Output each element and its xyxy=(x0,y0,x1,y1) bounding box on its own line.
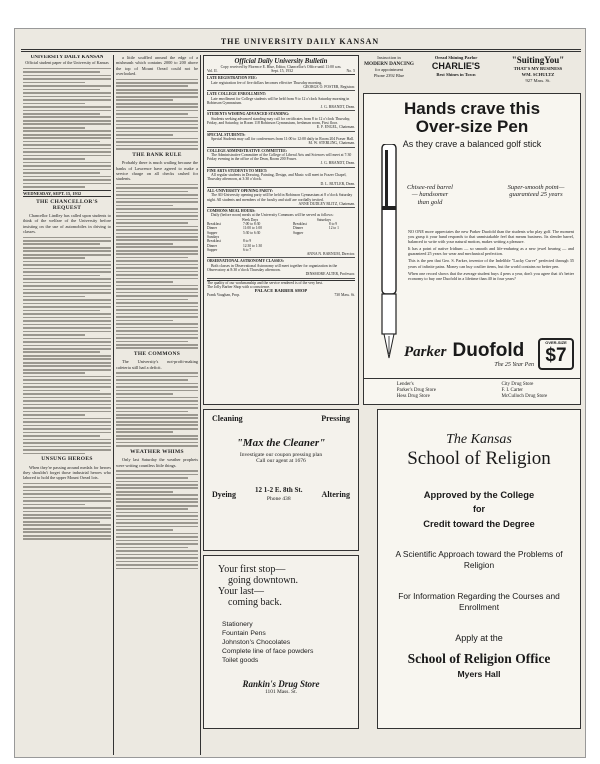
school-line-6: A Scientific Approach toward the Problems of Religion xyxy=(395,549,563,570)
notice-text: Late registration fee of five dollars becomes effective Thursday morning. xyxy=(211,80,323,85)
parker-price-badge xyxy=(538,338,574,370)
weather-heading: WEATHER WHIMS xyxy=(130,448,184,455)
bulletin-notice xyxy=(207,111,355,131)
unsung-heroes-body xyxy=(23,483,111,540)
rankin-line-3: Your last— xyxy=(218,586,264,597)
max-line-1: Investigate our coupon pressing plan xyxy=(239,452,323,458)
bulletin-date: Sept. 15, 1932 xyxy=(271,69,294,74)
parker-body-1: NO ONE more appreciates the new Parker Duofold than the students who play golf. The moment you grasp it your hand responds to that unmistakable feel that means business. Its slender barrel, balanced to write with your natural motion, makes writing a pleasure. xyxy=(408,229,574,245)
editorial-body xyxy=(23,237,111,455)
notice-heading: ALL-UNIVERSITY OPENING PARTY: xyxy=(207,188,273,193)
max-address: 12 1-2 E. 8th St. xyxy=(255,486,303,494)
notice-signature: D. L. BUTLER, Dean. xyxy=(320,181,355,186)
notice-text: The Administrative Committee of the College of Liberal Arts and Sciences will meet at 7:30 Friday evening in the office of the Dean, Room 200 Fraser. xyxy=(207,152,352,162)
rankin-product: Fountain Pens xyxy=(222,630,266,637)
parker-headline-3: As they crave a balanced golf stick xyxy=(402,139,542,149)
barber-proprietor: Frank Vaughan, Prop. xyxy=(207,293,241,298)
charlies-line-2: Best Shines in Town xyxy=(436,72,476,77)
meal-cell: 7:00 to 8:30 xyxy=(242,222,261,227)
barber-text: The quality of our workmanship and the service rendered is of the very best. xyxy=(207,280,323,285)
notice-signature: E. F. ENGEL, Chairman. xyxy=(316,125,355,130)
bulletin-notice xyxy=(207,148,355,168)
dealer-name: City Drug Store xyxy=(501,382,534,387)
dealer-name: Hess Drug Store xyxy=(396,394,430,400)
notice-text: Both classes in Observational Astronomy will meet together for organization in the Observatory at 8:30 o'clock Thursday afternoon. xyxy=(207,263,338,272)
rankin-product: Complete line of face powders xyxy=(222,648,314,655)
max-phone: Phone 438 xyxy=(266,496,291,502)
bulletin-notice xyxy=(207,188,355,208)
rankin-line-1: Your first stop— xyxy=(218,564,286,575)
meal-cell: Dinner xyxy=(207,226,217,231)
meal-cell: 6 to 7 xyxy=(242,247,252,252)
dealer-name: McCulloch Drug Store xyxy=(501,394,548,400)
meal-hours-table xyxy=(207,218,355,252)
barber-text-2: The Jolly Barber Shop with a conscience. xyxy=(207,284,271,289)
max-pressing: Pressing xyxy=(321,414,350,423)
school-line-10: Myers Hall xyxy=(457,669,501,679)
charlies-name: CHARLIE'S xyxy=(431,61,481,71)
notice-text: Daily (before noon) meals at the University Commons will be served as follows: xyxy=(211,213,334,218)
col2-lead: a little scuffled around the edge of a mishmash which contains 2000 to 200 above the top of Mount Oread could not be overlooked. xyxy=(116,55,198,77)
notice-heading: FINE ARTS STUDENTS TO MEET: xyxy=(207,168,268,173)
meal-cell: Supper xyxy=(207,247,218,252)
column-editorial xyxy=(23,55,111,755)
notice-heading: COMMONS MEAL HOURS: xyxy=(207,209,256,214)
paper-subtitle: Official student paper of the University of Kansas xyxy=(25,60,109,66)
notice-text: Students seeking advanced standing may call for certificates from 8 to 12 o'clock Thursday, Friday, and Saturday, in Room 118 Robinson Gymnasium, freshman room, First floor. xyxy=(207,116,351,126)
meal-column-header: Week Days xyxy=(241,217,259,222)
bulletin-notice xyxy=(207,91,355,111)
commons-body xyxy=(116,372,198,447)
parker-badge-label: OVER-SIZE xyxy=(545,340,567,345)
parker-note-barrel: Chisee-red barrel— handsomer than gold xyxy=(407,184,453,206)
notice-heading: SPECIAL STUDENTS: xyxy=(207,132,246,137)
rankin-name: Rankin's Drug Store xyxy=(242,679,320,689)
meal-cell: 5:30 to 6:30 xyxy=(242,230,261,235)
barber-ad xyxy=(207,280,355,298)
column-rule-2 xyxy=(200,55,201,755)
masthead: THE UNIVERSITY DAILY KANSAN xyxy=(220,37,380,46)
dealer-name: Lender's xyxy=(396,382,414,387)
schultz-slogan: "SuitingYou" xyxy=(511,55,565,65)
parker-note-point: Super-smooth point— guaranteed 25 years xyxy=(507,184,565,199)
notice-heading: OBSERVATIONAL ASTRONOMY CLASSES: xyxy=(207,259,285,264)
column-editorial-2 xyxy=(116,55,198,755)
meal-cell: 8 to 9 xyxy=(328,222,338,227)
meal-cell: Dinner xyxy=(292,226,303,231)
school-of-religion-ad xyxy=(377,409,581,729)
dancing-line-4: Phone 2392 Blue xyxy=(373,73,405,78)
parker-logo xyxy=(404,340,534,368)
bulletin-notice xyxy=(207,168,355,188)
fountain-pen-icon xyxy=(378,144,400,360)
rankin-product: Stationery xyxy=(222,621,253,628)
school-line-9: School of Religion Office xyxy=(407,651,551,666)
bulletin-title: Official Daily University Bulletin xyxy=(234,58,328,65)
barber-name: PALACE BARBER SHOP xyxy=(254,288,308,294)
official-bulletin xyxy=(203,55,359,405)
dealer-name: Parker's Drug Store xyxy=(396,388,436,394)
notice-signature: ANNA N. BARNUM, Director. xyxy=(306,252,355,257)
rankin-line-4: coming back. xyxy=(228,597,282,608)
school-line-5: Credit toward the Degree xyxy=(423,518,535,529)
bank-rule-heading: THE BANK RULE xyxy=(132,151,182,158)
parker-brand-2: Duofold xyxy=(452,340,525,361)
notice-signature: DINSMORE ALTER, Professor. xyxy=(305,272,355,277)
notice-text: All regular students in Drawing, Painting, Design, and Music will meet in Frazer Chapel, Thursday afternoon, at 3:30 o'clock. xyxy=(207,173,347,182)
school-line-8: Apply at the xyxy=(455,633,503,643)
charlies-line-1: Oread Shining Parlor xyxy=(434,55,478,60)
weather-body xyxy=(116,470,198,569)
max-top-line xyxy=(204,410,358,427)
schultz-line-1: THAT'S MY BUSINESS xyxy=(513,66,563,71)
dancing-line-3: for appointment xyxy=(374,67,404,72)
max-bottom-line xyxy=(204,464,358,502)
column-rule-1 xyxy=(113,55,114,755)
notice-text: The All-University opening party will be held in Robinson Gymnasium at 8 o'clock Saturday night. All students and members of the faculty and staff are cordially invited. xyxy=(207,193,353,202)
editorial-lead: Chancellor Lindley has called upon students to think of the welfare of the University before insisting on the use of automobiles in driving to classes. xyxy=(23,212,111,235)
notice-heading: LATE REGISTRATION FEE: xyxy=(207,76,257,81)
bank-rule-body xyxy=(116,184,198,349)
notice-heading: COLLEGE ADMINISTRATIVE COMMITTEE: xyxy=(207,148,288,153)
weather-lead: Only last Saturday the weather prophets were writing countless little things. xyxy=(116,457,198,468)
rankin-drug-ad xyxy=(203,555,359,729)
notice-heading: STUDENTS WISHING ADVANCED STANDING: xyxy=(207,112,290,117)
col2-body-1 xyxy=(116,79,198,150)
editorial-heading: THE CHANCELLOR'S REQUEST xyxy=(36,199,98,211)
meal-cell: 12:30 to 1:30 xyxy=(242,243,263,248)
unsung-heroes-heading: UNSUNG HEROES xyxy=(41,456,93,463)
masthead-rule-2 xyxy=(21,51,581,52)
meal-cell: Supper xyxy=(207,230,218,235)
parker-body xyxy=(408,229,574,281)
meal-cell: 8 to 9 xyxy=(242,239,252,244)
rankin-slogan xyxy=(204,556,358,608)
meal-cell: Supper xyxy=(292,230,304,235)
notice-signature: J. G. BRANDT, Dean. xyxy=(320,105,355,110)
notice-heading: LATE COLLEGE ENROLLMENT: xyxy=(207,92,267,97)
parker-price: $7 xyxy=(545,345,567,366)
parker-headline-1: Hands crave this xyxy=(403,99,541,118)
schultz-line-3: 927 Mass. St. xyxy=(525,77,551,83)
max-line-2: Call our agent at 1676 xyxy=(256,458,306,464)
dancing-line-1: Instruction in xyxy=(377,55,401,60)
paper-nameplate: UNIVERSITY DAILY KANSAN xyxy=(30,55,104,60)
issue-date: WEDNESDAY, SEPT. 15, 1932 xyxy=(23,190,111,197)
meal-cell: Dinner xyxy=(207,243,217,248)
rankin-product: Johnston's Chocolates xyxy=(222,639,291,646)
parker-pen-ad xyxy=(363,93,581,405)
parker-tagline: The 25 Year Pen xyxy=(494,362,534,368)
dancing-line-2: MODERN DANCING xyxy=(364,61,414,67)
max-cleaning: Cleaning xyxy=(212,414,243,423)
parker-body-3: This is the pen that Geo. S. Parker, inventor of the Indelible "Lucky Curve" perfected through 35 years of infinite pains. Money can buy costlier items, but the world contains no better pen. xyxy=(408,258,574,269)
parker-brand: Parker xyxy=(404,344,447,360)
school-line-2: School of Religion xyxy=(407,448,551,469)
bank-rule-lead: Probably there is much wailing because the banks of Lawrence have agreed to make a service charge on all checks cashed for students. xyxy=(116,160,198,182)
unsung-heroes-lead: When they're passing around medals for heroes they shouldn't forget those industrial heroes who labored to hold the upper Mount Oread lots. xyxy=(23,464,111,481)
rankin-product: Toilet goods xyxy=(222,657,259,664)
parker-headline-2: Over-size Pen xyxy=(415,117,529,136)
school-line-3: Approved by the College xyxy=(423,489,535,500)
notice-text: Late enrollment for College students will be held from 9 to 12 o'clock Saturday morning in Robinson Gymnasium. xyxy=(207,96,350,105)
newspaper-page xyxy=(14,28,586,758)
notice-signature: M. W. STERLING, Chairman. xyxy=(308,141,355,146)
meal-cell: 12 to 1 xyxy=(328,226,339,231)
commons-lead: The University's not-profit-making cafeteria still had a deficit. xyxy=(116,359,198,370)
staff-box xyxy=(23,68,111,188)
commons-heading: THE COMMONS xyxy=(133,351,181,358)
bulletin-volume: Vol. II. xyxy=(207,69,218,74)
max-altering: Altering xyxy=(321,489,350,499)
school-line-1: The Kansas xyxy=(446,432,512,447)
dealers-right xyxy=(501,382,547,401)
dealers-left xyxy=(397,382,436,401)
schultz-line-2: WM. SCHULTZ xyxy=(521,71,555,77)
bulletin-number: No. 5 xyxy=(346,69,355,74)
bulletin-notice xyxy=(207,258,355,278)
max-title: "Max the Cleaner" xyxy=(236,437,326,449)
bulletin-notice xyxy=(207,208,355,258)
meal-cell: Sundays xyxy=(207,234,220,239)
parker-body-2: It has a point of native Iridium — so smooth and life-enduring as a new jewel bearing — and guaranteed 25 years for wear and mechanical perfection. xyxy=(408,246,574,257)
max-dyeing: Dyeing xyxy=(212,489,236,499)
rankin-line-2: going downtown. xyxy=(228,575,298,586)
meal-column-header: Saturdays xyxy=(316,217,332,222)
meal-cell: Breakfast xyxy=(207,239,221,244)
meal-cell: 11:00 to 1:00 xyxy=(242,226,262,231)
notice-signature: GEORGE O. FOSTER, Registrar. xyxy=(303,85,355,89)
school-line-4: for xyxy=(473,504,485,514)
bulletin-notice xyxy=(207,132,355,148)
parker-dealers xyxy=(364,378,580,401)
bulletin-notices xyxy=(207,75,355,278)
barber-address: 730 Mass. St. xyxy=(334,293,355,298)
school-line-7: For Information Regarding the Courses and Enrollment xyxy=(398,591,560,612)
rankin-product-list xyxy=(204,608,358,665)
rankin-address: 1101 Mass. St. xyxy=(265,689,297,695)
bulletin-subtitle: Copy received by Florence E. Blue, Editor, Chancellor's Office until 11:00 a.m. xyxy=(220,65,342,69)
parker-body-4: When one record shows that the average student buys 4 pens a year, don't you agree that it's better economy to buy one Duofold in a lifetime than 40 in four years? xyxy=(408,270,574,281)
masthead-rule xyxy=(21,49,581,50)
notice-signature: J. G. BRANDT, Dean. xyxy=(320,161,355,166)
dealer-name: F. I. Carter xyxy=(501,388,523,394)
bulletin-notice xyxy=(207,75,355,91)
notice-text: Special Students may call for conferences from 11:00 to 12:00 daily in Room 204 Fraser Hall. xyxy=(211,136,355,141)
notice-signature: ANNE DUDLEY BLITZ, Chairman. xyxy=(298,201,355,206)
meal-cell: Breakfast xyxy=(292,222,307,227)
meal-cell: Breakfast xyxy=(207,222,221,227)
max-cleaner-ad xyxy=(203,409,359,551)
